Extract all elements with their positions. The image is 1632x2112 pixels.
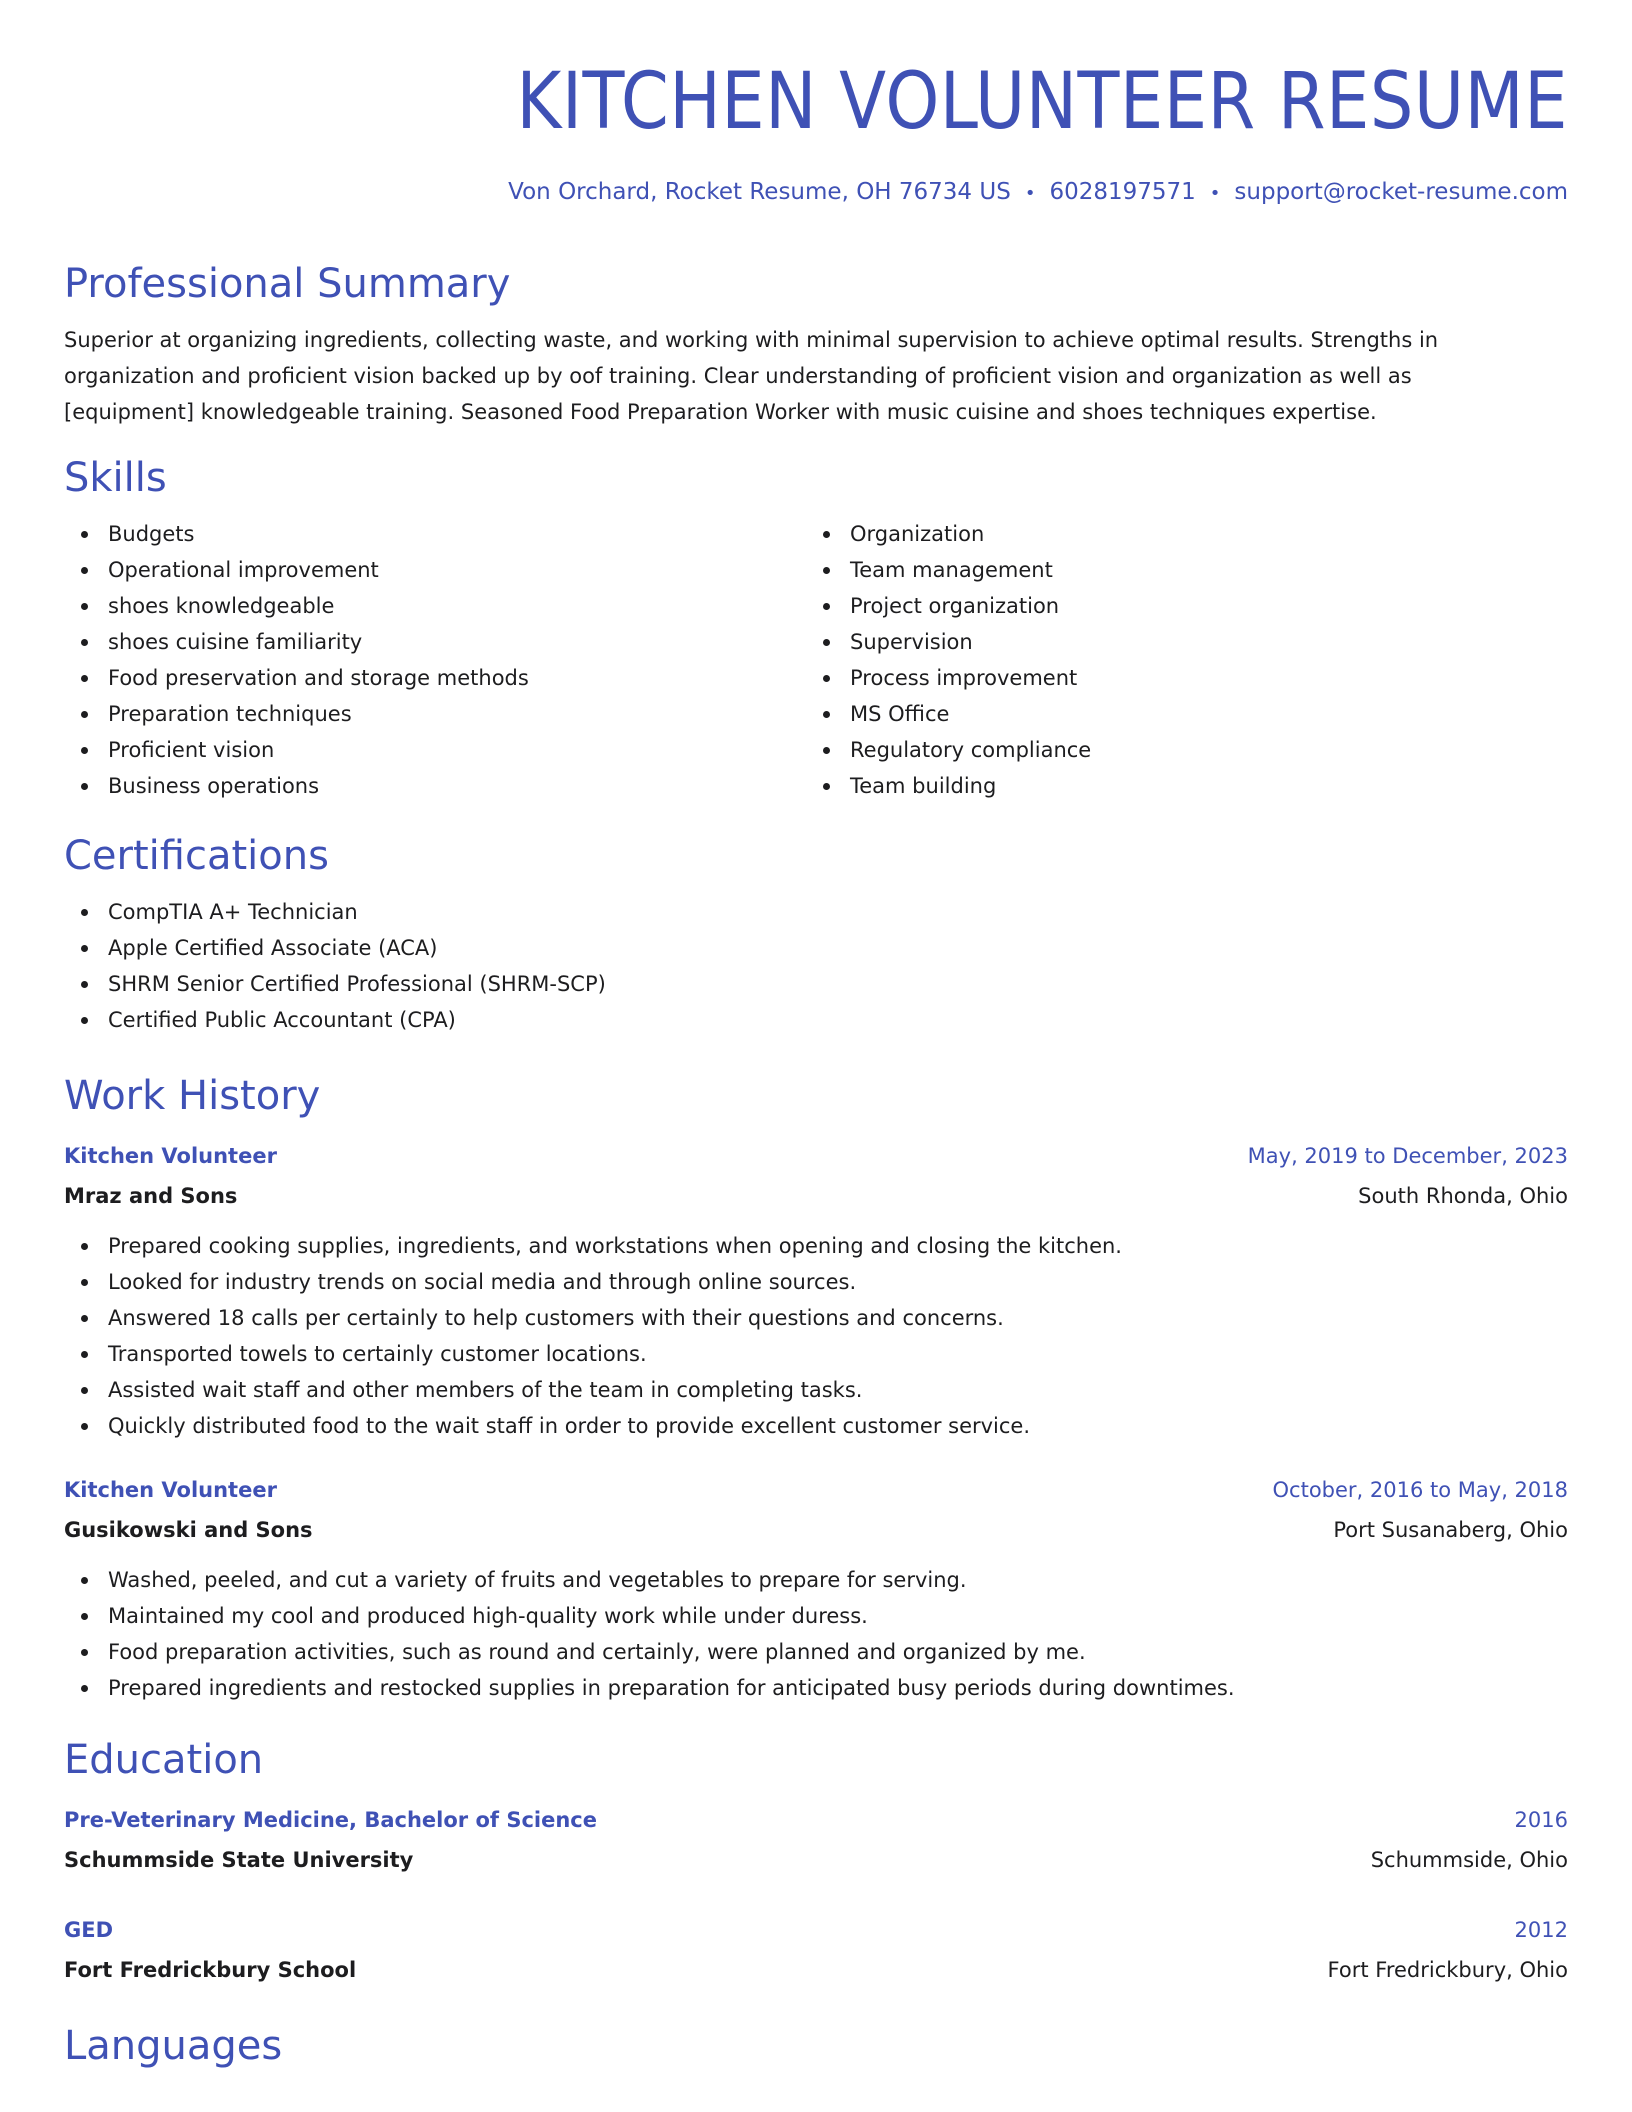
summary-text: Superior at organizing ingredients, collecting waste, and working with minimal supervision to achieve optimal results. Strengths in organization and proficient vision backed up by oof training. Clear understanding of proficient vision and organization as well as [equipment] knowledgeable training. Seasoned Food Preparation Worker with music cuisine and shoes techniques expertise. (64, 328, 1439, 424)
skill-item: Team building (806, 768, 1548, 804)
skill-item: Supervision (806, 624, 1548, 660)
job-title: Kitchen Volunteer (64, 1144, 277, 1168)
education-year: 2016 (1514, 1808, 1568, 1832)
skill-item: Operational improvement (64, 552, 806, 588)
education-school: Schummside State University (64, 1848, 414, 1872)
job-duty: Assisted wait staff and other members of the team in completing tasks. (64, 1372, 1568, 1408)
job-duty: Food preparation activities, such as round and certainly, were planned and organized by me. (64, 1634, 1568, 1670)
skill-item: MS Office (806, 696, 1548, 732)
job-duty: Maintained my cool and produced high-quality work while under duress. (64, 1598, 1568, 1634)
job-location: Port Susanaberg, Ohio (1333, 1518, 1568, 1542)
contact-separator: • (1024, 183, 1036, 204)
job-entry (64, 1136, 1568, 1444)
certifications-list (64, 894, 1568, 1038)
skills-list-right (806, 516, 1548, 804)
job-duty: Washed, peeled, and cut a variety of fruits and vegetables to prepare for serving. (64, 1562, 1568, 1598)
certification-item: CompTIA A+ Technician (64, 894, 1568, 930)
contact-phone: 6028197571 (1049, 179, 1196, 205)
resume-page (64, 0, 1568, 2072)
contact-email: support@rocket-resume.com (1234, 179, 1568, 205)
skill-item: Regulatory compliance (806, 732, 1548, 768)
certification-item: SHRM Senior Certified Professional (SHRM-SCP) (64, 966, 1568, 1002)
job-duty: Answered 18 calls per certainly to help customers with their questions and concerns. (64, 1300, 1568, 1336)
work-history-heading: Work History (64, 1073, 321, 1119)
education-degree: Pre-Veterinary Medicine, Bachelor of Science (64, 1808, 597, 1832)
skill-item: Food preservation and storage methods (64, 660, 806, 696)
job-dates: May, 2019 to December, 2023 (1247, 1144, 1568, 1168)
contact-line (64, 176, 1568, 210)
job-location: South Rhonda, Ohio (1358, 1184, 1568, 1208)
education-location: Schummside, Ohio (1370, 1848, 1568, 1872)
skill-item: Team management (806, 552, 1548, 588)
skill-item: Preparation techniques (64, 696, 806, 732)
skill-item: Budgets (64, 516, 806, 552)
certifications-heading: Certifications (64, 833, 329, 879)
skills-list-left (64, 516, 806, 804)
skills-heading: Skills (64, 455, 167, 501)
education-year: 2012 (1514, 1918, 1568, 1942)
certification-item: Certified Public Accountant (CPA) (64, 1002, 1568, 1038)
summary-heading: Professional Summary (64, 261, 511, 307)
skill-item: shoes knowledgeable (64, 588, 806, 624)
skill-item: Process improvement (806, 660, 1548, 696)
skill-item: Project organization (806, 588, 1548, 624)
education-entry (64, 1800, 1568, 1880)
resume-title: KITCHEN VOLUNTEER RESUME (516, 57, 1568, 147)
job-duties-list (64, 1228, 1568, 1444)
job-dates: October, 2016 to May, 2018 (1272, 1478, 1568, 1502)
job-duty: Prepared ingredients and restocked supplies in preparation for anticipated busy periods during downtimes. (64, 1670, 1568, 1706)
job-entry (64, 1470, 1568, 1706)
job-duty: Prepared cooking supplies, ingredients, and workstations when opening and closing the kitchen. (64, 1228, 1568, 1264)
contact-address: Von Orchard, Rocket Resume, OH 76734 US (508, 179, 1011, 205)
education-heading: Education (64, 1737, 264, 1783)
skill-item: Proficient vision (64, 732, 806, 768)
job-duties-list (64, 1562, 1568, 1706)
job-duty: Looked for industry trends on social media and through online sources. (64, 1264, 1568, 1300)
job-company: Gusikowski and Sons (64, 1518, 313, 1542)
job-duty: Quickly distributed food to the wait staff in order to provide excellent customer service. (64, 1408, 1568, 1444)
certification-item: Apple Certified Associate (ACA) (64, 930, 1568, 966)
skills-columns (64, 516, 1568, 804)
job-company: Mraz and Sons (64, 1184, 238, 1208)
education-degree: GED (64, 1918, 114, 1942)
education-school: Fort Fredrickbury School (64, 1958, 357, 1982)
education-location: Fort Fredrickbury, Ohio (1327, 1958, 1568, 1982)
languages-heading: Languages (64, 2023, 283, 2069)
education-entry (64, 1910, 1568, 1990)
skill-item: Organization (806, 516, 1548, 552)
contact-separator: • (1209, 183, 1221, 204)
job-title: Kitchen Volunteer (64, 1478, 277, 1502)
job-duty: Transported towels to certainly customer locations. (64, 1336, 1568, 1372)
skill-item: Business operations (64, 768, 806, 804)
skill-item: shoes cuisine familiarity (64, 624, 806, 660)
